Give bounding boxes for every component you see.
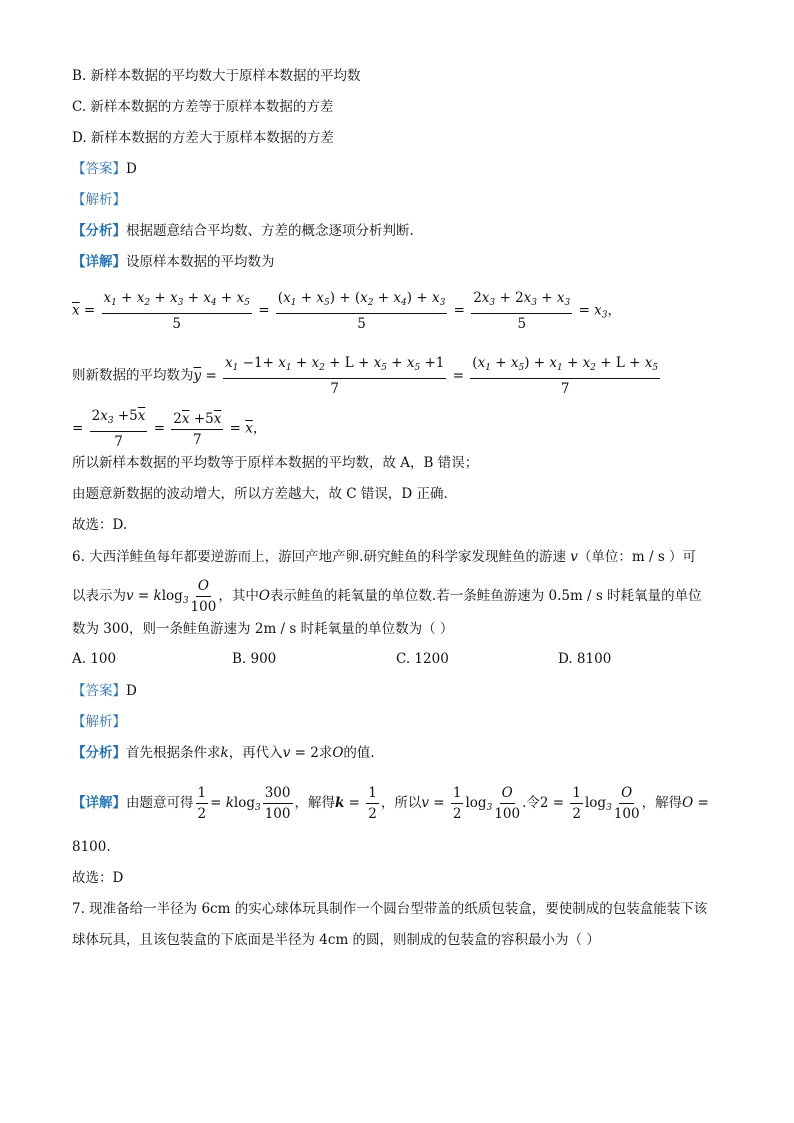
q5-fenxi: 【分析】根据题意结合平均数、方差的概念逐项分析判断.	[72, 223, 414, 239]
q7-line-1: 7. 现准备给一半径为 6cm 的实心球体玩具制作一个圆台型带盖的纸质包装盒，要使制成的包装盒能装下该	[72, 901, 708, 917]
option-c: C. 新样本数据的方差等于原样本数据的方差	[72, 99, 334, 115]
formula-mean-new: 则新数据的平均数为$\overline{y}$ = $\frac{x_1 -1+ x_1 + x_2 + L + x_5 + x_5 +1}{7}$ = $\frac{(x_1 + x_5) + x_1 + x_2 + L + x_5}{7}$	[72, 355, 659, 397]
q6-line-3: 数为 300，则一条鲑鱼游速为 2m / s 时耗氧量的单位数为（ ）	[72, 621, 454, 637]
q5-choose: 故选：D.	[72, 517, 128, 533]
q6-option-d: D. 8100	[558, 651, 612, 667]
q6-line-1: 6. 大西洋鲑鱼每年都要逆游而上，游回产地产卵.研究鲑鱼的科学家发现鲑鱼的游速 v（单位：m / s ）可	[72, 549, 697, 565]
q6-option-c: C. 1200	[396, 651, 449, 667]
option-b: B. 新样本数据的平均数大于原样本数据的平均数	[72, 68, 361, 84]
answer-value: D	[126, 161, 137, 177]
q5-answer	[72, 160, 137, 178]
q6-fenxi: 【分析】首先根据条件求k，再代入v = 2求O的值.	[72, 745, 375, 761]
q5-analysis-tag: 【解析】	[72, 192, 126, 208]
q5-conclusion-1: 所以新样本数据的平均数等于原样本数据的平均数，故 A，B 错误；	[72, 455, 479, 471]
q5-conclusion-2: 由题意新数据的波动增大，所以方差越大，故 C 错误，D 正确．	[72, 486, 458, 502]
q6-analysis-tag: 【解析】	[72, 714, 126, 730]
q6-option-b: B. 900	[232, 651, 277, 667]
q6-option-a: A. 100	[72, 651, 117, 667]
q6-detail-end: 8100.	[72, 839, 111, 855]
q7-line-2: 球体玩具，且该包装盒的下底面是半径为 4cm 的圆，则制成的包装盒的容积最小为（ ）	[72, 932, 600, 948]
q6-line-2: 以表示为v = klog$_3$ $\frac{O}{100}$ ，其中O表示鲑鱼的耗氧量的单位数.若一条鲑鱼游速为 0.5m / s 时耗氧量的单位	[72, 578, 702, 615]
formula-mean-original: $\overline{x}$ = $\frac{x_1 + x_2 + x_3 + x_4 + x_5}{5}$ = $\frac{(x_1 + x_5) + (x_2 + x_4) + x_3}{5}$ = $\frac{2x_3 + 2x_3 + x_3}{5}$ = $x_3$，	[72, 290, 622, 332]
q6-detail: 【详解】由题意可得 $\frac{1}{2}$ = klog$_3$ $\frac{300}{100}$ ，解得k = $\frac{1}{2}$ ，所以v = $\frac{1}{2}$ $\log_3$ $\frac{O}{100}$ .令2 = $\frac{1}{2}$ $\log_3$ $\frac{O}{100}$ ，解得O =	[72, 785, 709, 822]
q6-choose: 故选：D	[72, 870, 124, 886]
option-d: D. 新样本数据的方差大于原样本数据的方差	[72, 130, 334, 146]
q5-detail: 【详解】设原样本数据的平均数为	[72, 254, 275, 270]
formula-mean-new-result: = $\frac{2x_3 +5\overline{x}}{7}$ = $\frac{2\overline{x} +5\overline{x}}{7}$ = $\overline{x}$，	[72, 408, 267, 450]
answer-tag: 【答案】	[72, 161, 126, 177]
q6-answer: 【答案】D	[72, 683, 137, 699]
